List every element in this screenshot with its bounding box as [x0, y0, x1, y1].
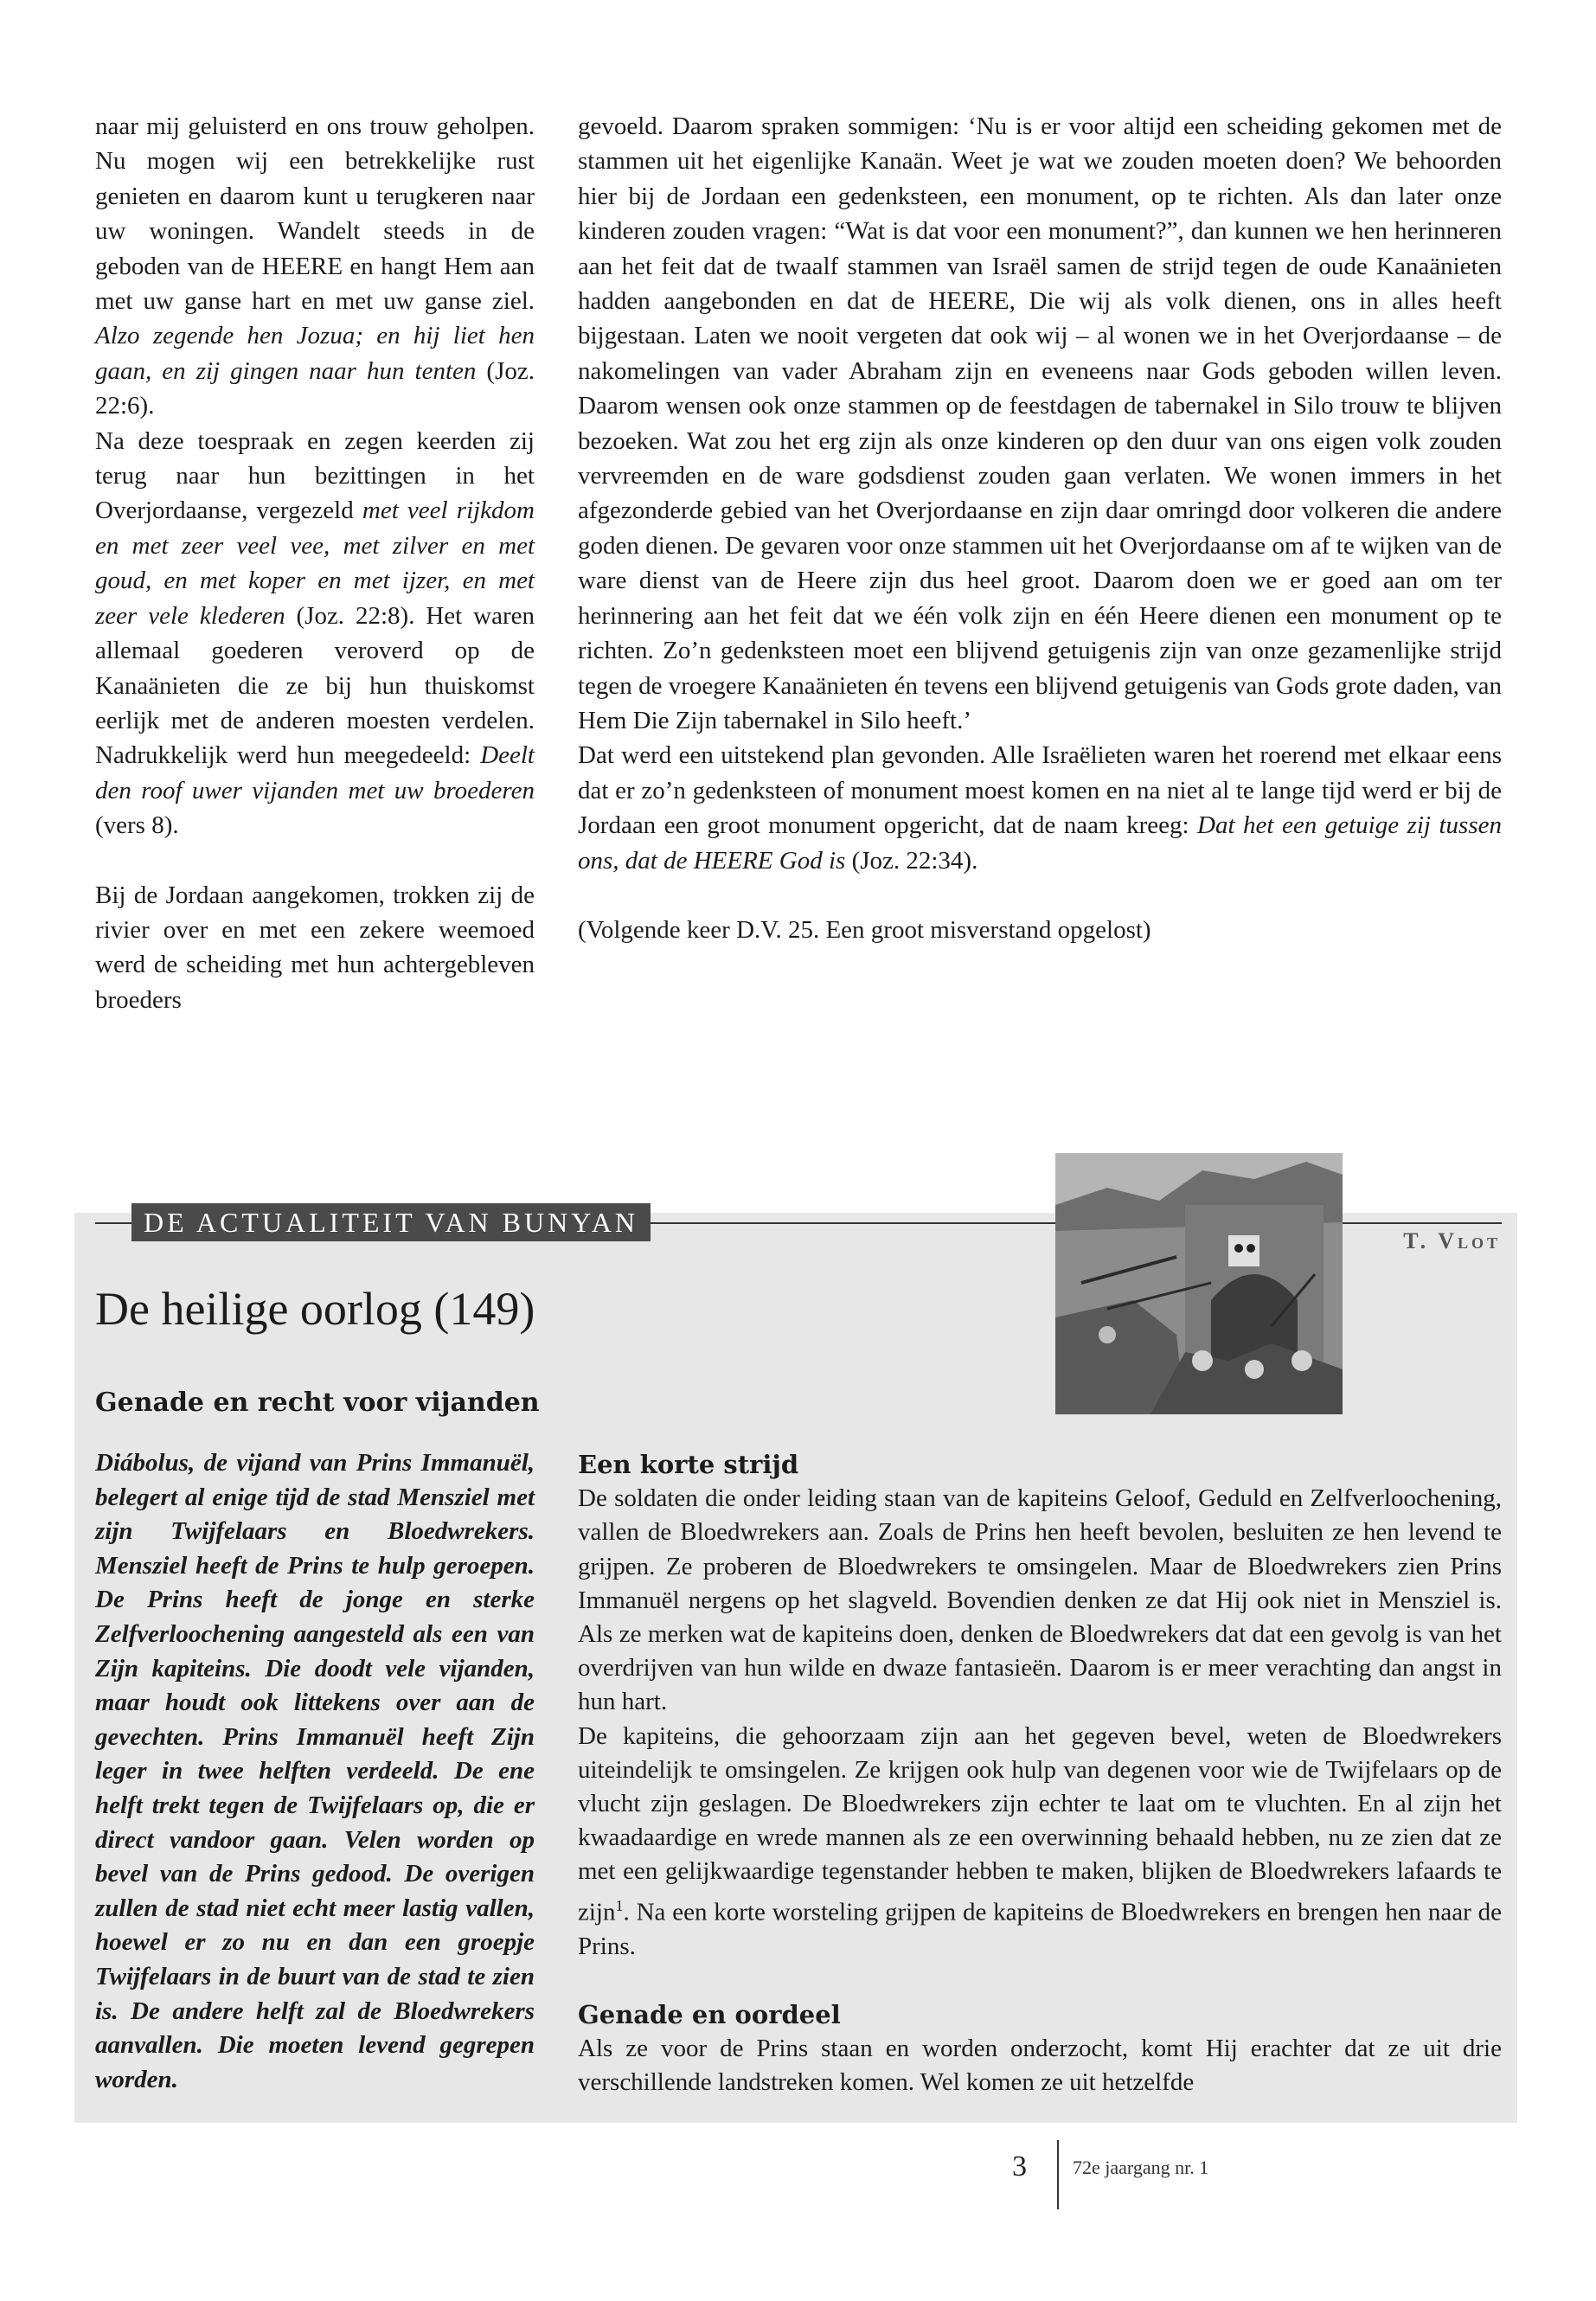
bible-reference: (Joz. 22:34). — [845, 846, 978, 875]
text: Dat werd een uitstekend plan gevonden. Alle Israëlieten waren het roerend met elkaar eens dat er zo’n gedenksteen of monument moest komen en na niet al te lange tijd werd er bij de Jordaan een groot monument opgericht, dat de naam kreeg: — [578, 741, 1502, 840]
text: . Na een korte worsteling grijpen de kapiteins de Bloedwrekers en brengen hen naar de Prins. — [578, 1898, 1502, 1960]
article-intro: Diábolus, de vijand van Prins Immanuël, belegert al enige tijd de stad Mensziel met zijn Twijfelaars en Bloedwrekers. Mensziel heeft de Prins te hulp geroepen. De Prins heeft de jonge en sterke Zelfverloochening aangesteld als een van Zijn kapiteins. Die doodt vele vijanden, maar houdt ook littekens over aan de gevechten. Prins Immanuël heeft Zijn leger in twee helften verdeeld. De ene helft trekt tegen de Twijfelaars op, die er direct vandoor gaan. Velen worden op bevel van de Prins gedood. De overigen zullen de stad niet echt meer lastig vallen, hoewel er zo nu en dan een groepje Twijfelaars in de buurt van de stad te zien is. De andere helft zal de Bloedwrekers aanvallen. Die moeten levend gegrepen worden. — [95, 1449, 535, 2093]
section-heading: Genade en oordeel — [578, 1999, 841, 2029]
article-subtitle: Genade en recht voor vijanden — [95, 1388, 540, 1418]
paragraph — [95, 109, 535, 424]
paragraph: Als ze voor de Prins staan en worden onderzocht, komt Hij erachter dat ze uit drie verschillende landstreken komen. Wel komen ze uit hetzelfde — [578, 2034, 1502, 2097]
article-body — [578, 1448, 1502, 2099]
article-continuation-left-column — [95, 109, 535, 1017]
section-heading: Een korte strijd — [578, 1450, 799, 1479]
paragraph — [578, 738, 1502, 878]
paragraph — [95, 424, 535, 843]
siege-engraving-image — [1055, 1153, 1343, 1414]
text: De kapiteins, die gehoorzaam zijn aan het gegeven bevel, weten de Bloedwrekers uiteindelijk te omsingelen. Ze krijgen ook hulp van degenen voor wie de Twijfelaars op de vlucht zijn geslagen. De Bloedwrekers zijn echter te laat om te vluchten. En al zijn het kwaadaardige en wrede mannen als ze een overwinning behaald hebben, nu ze zien dat ze met een gelijkwaardige tegenstander hebben te maken, blijken de Bloedwrekers lafaards te zijn — [578, 1721, 1502, 1926]
footer-divider — [1057, 2140, 1059, 2209]
article-title: De heilige oorlog (149) — [95, 1283, 535, 1335]
paragraph: gevoeld. Daarom spraken sommigen: ‘Nu is er voor altijd een scheiding gekomen met de stammen uit het eigenlijke Kanaän. Weet je wat we zouden moeten doen? We behoorden hier bij de Jordaan een gedenksteen, een monument, op te richten. Als dan later onze kinderen zouden vragen: “Wat is dat voor een monument?”, dan kunnen we hen herinneren aan het feit dat de twaalf stammen van Israël samen de strijd tegen de oude Kanaänieten hadden aangebonden en dat de HEERE, Die wij als volk dienen, ons in alles heeft bijgestaan. Laten we nooit vergeten dat ook wij – al wonen we in het Overjordaanse – de nakomelingen van vader Abraham zijn en eveneens naar Gods geboden willen leven. Daarom wensen ook onze stammen op de feestdagen de tabernakel in Silo trouw te blijven bezoeken. Wat zou het erg zijn als onze kinderen op den duur van ons eigen volk zouden vervreemden en de ware godsdienst zouden gaan verlaten. We wonen immers in het afgezonderde gebied van het Overjordaanse en zijn daar omringd door volkeren die andere goden dienen. De gevaren voor onze stammen uit het Overjordaanse om af te wijken van de ware dienst van de Heere zijn dus heel groot. Daarom doen we er goed aan om ter herinnering aan het feit dat we één volk zijn en één Heere dienen een monument op te richten. Zo’n gedenksteen moet een blijvend getuigenis zijn van onze gezamenlijke strijd tegen de vroegere Kanaänieten én tevens een blijvend getuigenis van Gods grote daden, van Hem Die Zijn tabernakel in Silo heeft.’ — [578, 112, 1502, 734]
bible-quote: met veel rijkdom en met zeer veel vee, met zilver en met goud, en met koper en met ijzer, en met zeer vele klederen — [95, 497, 535, 630]
footnote-marker: 1 — [615, 1896, 624, 1914]
section-label: DE ACTUALITEIT VAN BUNYAN — [131, 1203, 651, 1241]
bible-quote: Alzo zegende hen Jozua; en hij liet hen gaan, en zij gingen naar hun tenten — [95, 322, 535, 385]
bible-quote: Dat het een getuige zij tussen ons, dat de HEERE God is — [578, 811, 1502, 875]
paragraph: Bij de Jordaan aangekomen, trokken zij de rivier over en met een zekere weemoed werd de scheiding met hun achtergebleven broeders — [95, 881, 535, 1014]
next-episode-note: (Volgende keer D.V. 25. Een groot misverstand opgelost) — [578, 915, 1151, 944]
bible-quote: Deelt den roof uwer vijanden met uw broederen — [95, 741, 535, 804]
issue-label: 72e jaargang nr. 1 — [1073, 2157, 1209, 2178]
author-name: T. Vlot — [1403, 1228, 1501, 1253]
paragraph: De soldaten die onder leiding staan van de kapiteins Geloof, Geduld en Zelfverloochening, vallen de Bloedwrekers aan. Zoals de Prins hen heeft bevolen, besluiten ze hen levend te grijpen. Ze proberen de Bloedwrekers te omsingelen. Maar de Bloedwrekers zien Prins Immanuël nergens op het slagveld. Bovendien denken ze dat Hij ook niet in Mensziel is. Als ze merken wat de kapiteins doen, denken de Bloedwrekers dat dat een gevolg is van het overdrijven van hun wilde en dwaze fantasieën. Daarom is er meer verachting dan angst in hun hart. — [578, 1484, 1502, 1716]
text: naar mij geluisterd en ons trouw geholpen. Nu mogen wij een betrekkelijke rust genieten en daarom kunt u terugkeren naar uw woningen. Wandelt steeds in de geboden van de HEERE en hangt Hem aan met uw ganse hart en met uw ganse ziel. — [95, 112, 535, 316]
bible-reference: (Joz. 22:6). — [95, 356, 535, 420]
page-number: 3 — [1012, 2150, 1027, 2182]
text: (Joz. 22:8). Het waren allemaal goederen veroverd op de Kanaänieten die ze bij hun thuiskomst eerlijk met de anderen moesten verdelen. Nadrukkelijk werd hun meegedeeld: — [95, 601, 535, 770]
article-continuation-right-column — [578, 109, 1502, 947]
text: Na deze toespraak en zegen keerden zij terug naar hun bezittingen in het Overjordaanse, vergezeld — [95, 426, 535, 525]
bible-reference: (vers 8). — [95, 811, 179, 840]
paragraph — [578, 1720, 1502, 1964]
